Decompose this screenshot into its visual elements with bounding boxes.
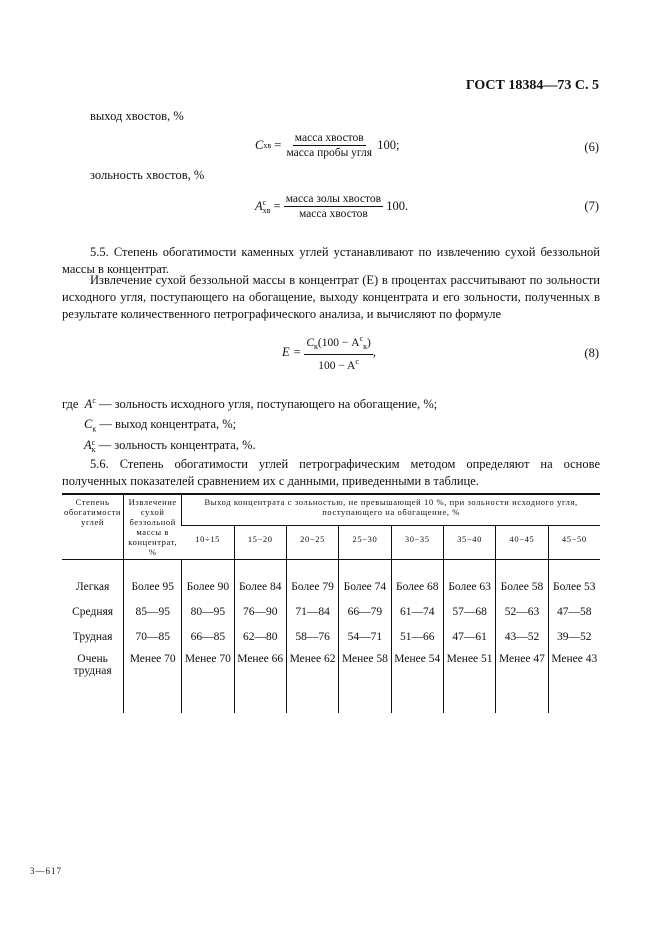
- header-range: 25−30: [339, 526, 391, 560]
- cell: 39—52: [548, 624, 600, 649]
- header-range: 40−45: [496, 526, 548, 560]
- row-degree: Очень трудная: [73, 653, 112, 677]
- cell: 71—84: [286, 599, 338, 624]
- page-header: ГОСТ 18384—73 С. 5: [465, 78, 599, 93]
- tailings-yield-label: выход хвостов, %: [90, 109, 184, 123]
- where-item-concentrate-ash: A c к — зольность концентрата, %.: [84, 438, 256, 455]
- row-degree: Легкая: [75, 580, 110, 593]
- cell: Менее 51: [443, 649, 495, 713]
- table-row: [62, 599, 600, 624]
- cell: 57—68: [443, 599, 495, 624]
- cell: 43—52: [496, 624, 548, 649]
- cell: Менее 43: [548, 649, 600, 713]
- cell: Менее 54: [391, 649, 443, 713]
- cell: Менее 62: [286, 649, 338, 713]
- table-row: [62, 649, 600, 713]
- header-degree: Степень обогатимости углей: [62, 494, 124, 560]
- where-item-concentrate-yield: $C_к$ — выход концентрата, %;: [84, 417, 237, 434]
- cell: 52—63: [496, 599, 548, 624]
- header-range: 15−20: [234, 526, 286, 560]
- row-extraction: 85—95: [124, 599, 182, 624]
- paragraph-5-6: 5.6. Степень обогатимости углей петрографическим методом определяют на основе полученных показателей сравнением их с данными, приведенными в таблице.: [62, 457, 600, 488]
- cell: Менее 66: [234, 649, 286, 713]
- header-range: 20−25: [286, 526, 338, 560]
- row-extraction: Менее 70: [124, 649, 182, 713]
- equation-8-fraction: $\frac{C_к(100 - A^c_к)}{100 - A^c}$: [306, 334, 371, 372]
- cell: 61—74: [391, 599, 443, 624]
- cell: 66—85: [182, 624, 234, 649]
- header-extraction: Извлечение сухой беззольной массы в концентрат, %: [124, 494, 182, 560]
- cell: 62—80: [234, 624, 286, 649]
- header-range: 30−35: [391, 526, 443, 560]
- header-concentrate-yield: Выход концентрата с зольностью, не превышающей 10 %, при зольности исходного угля, поступающего на обогащение, %: [182, 494, 600, 526]
- cell: 54—71: [339, 624, 391, 649]
- paragraph-5-5: 5.5. Степень обогатимости каменных углей устанавливают по извлечению сухой беззольной массы в концентрат.: [62, 245, 600, 276]
- page-footer: 3—617: [30, 866, 62, 876]
- cell: 58—76: [286, 624, 338, 649]
- cell: Более 68: [391, 560, 443, 600]
- cell: Более 90: [182, 560, 234, 600]
- cell: 47—61: [443, 624, 495, 649]
- cell: 66—79: [339, 599, 391, 624]
- row-extraction: 70—85: [124, 624, 182, 649]
- cell: 80—95: [182, 599, 234, 624]
- beneficiation-table: [62, 493, 600, 713]
- header-range: 10÷15: [182, 526, 234, 560]
- cell: Более 74: [339, 560, 391, 600]
- table-row: [62, 624, 600, 649]
- equation-6: C хв = $\frac{\text{масса хвостов}}{\text{масса пробы угля}}$ 100;: [255, 132, 400, 159]
- cell: 51—66: [391, 624, 443, 649]
- equation-8-number: (8): [584, 346, 599, 360]
- cell: 76—90: [234, 599, 286, 624]
- cell: Менее 70: [182, 649, 234, 713]
- row-degree: Трудная: [72, 630, 113, 643]
- paragraph-5-5-formula-intro: Извлечение сухой беззольной массы в концентрат (Е) в процентах рассчитывают по зольности исходного угля, поступающего на обогащение, выходу концентрата и его зольности, полученных в результате количественного петрографического анализа, и вычисляют по формуле: [62, 273, 600, 321]
- equation-6-number: (6): [584, 140, 599, 154]
- header-range: 35−40: [443, 526, 495, 560]
- equation-6-fraction: $\frac{\text{масса хвостов}}{\text{масса пробы угля}}$: [286, 132, 373, 159]
- cell: Более 63: [443, 560, 495, 600]
- cell: Более 53: [548, 560, 600, 600]
- equation-7-number: (7): [584, 199, 599, 213]
- cell: Более 79: [286, 560, 338, 600]
- equation-7: A c хв = $\frac{\text{масса золы хвостов}}{\text{масса хвостов}}$ 100.: [255, 193, 409, 220]
- where-item-ash-initial: где $A^c$ — зольность исходного угля, поступающего на обогащение, %;: [62, 396, 438, 412]
- cell: 47—58: [548, 599, 600, 624]
- header-range: 45−50: [548, 526, 600, 560]
- equation-7-fraction: $\frac{\text{масса золы хвостов}}{\text{масса хвостов}}$: [285, 193, 382, 220]
- row-extraction: Более 95: [124, 560, 182, 600]
- equation-8: E = $\frac{C_к(100 - A^c_к)}{100 - A^c}$ ,: [282, 334, 376, 372]
- cell: Более 84: [234, 560, 286, 600]
- cell: Менее 58: [339, 649, 391, 713]
- row-degree: Средняя: [72, 605, 114, 618]
- table-row: [62, 560, 600, 600]
- cell: Более 58: [496, 560, 548, 600]
- cell: Менее 47: [496, 649, 548, 713]
- tailings-ash-label: зольность хвостов, %: [90, 168, 205, 182]
